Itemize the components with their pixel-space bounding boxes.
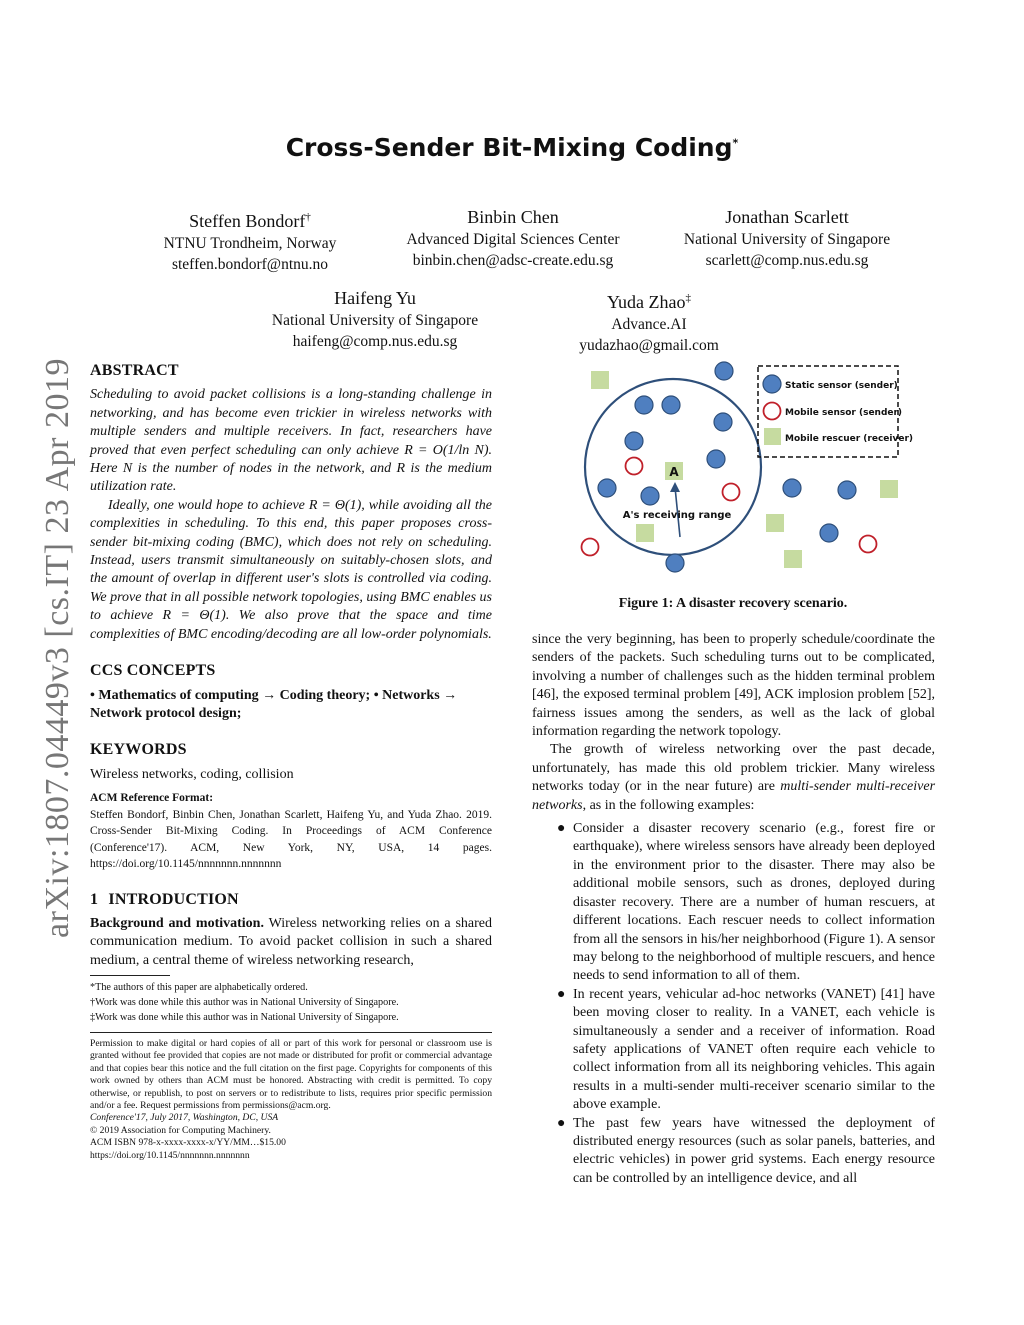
author-block bbox=[363, 205, 663, 271]
abstract-heading: ABSTRACT bbox=[90, 362, 179, 379]
list-item-text: In recent years, vehicular ad-hoc networks (VANET) [41] have been moving closer to reality. In a VANET, each vehicle is simultaneously a sender and a receiver of information. Road safety applications of VANET often require each vehicle to collect information from all its neighboring vehicles. This again results in a multi-sender multi-receiver scenario similar to the above example. bbox=[573, 986, 935, 1113]
author-email: steffen.bondorf@ntnu.no bbox=[171, 256, 329, 273]
bullet-icon: ● bbox=[557, 986, 566, 1002]
permission-block bbox=[90, 1038, 492, 1162]
abstract-paragraph: Scheduling to avoid packet collisions is a long-standing challenge in networking, and has become even trickier in wireless networks with multiple senders and multiple receivers. In fact, researchers have proved that even perfect scheduling can only achieve R = O(1/ln N). Here N is the number of nodes in the network, and R is the medium utilization rate. bbox=[90, 387, 492, 495]
acm-reference-heading: ACM Reference Format: bbox=[90, 792, 214, 805]
author-affiliation: Advanced Digital Sciences Center bbox=[406, 231, 620, 248]
right-column bbox=[532, 631, 935, 1188]
static-sensor bbox=[714, 413, 732, 431]
legend-static-label: Static sensor (sender) bbox=[785, 381, 898, 391]
static-sensor bbox=[598, 479, 616, 497]
author-email: yudazhao@gmail.com bbox=[579, 337, 719, 354]
author-mark: ‡ bbox=[685, 292, 691, 304]
figure-caption: Figure 1: A disaster recovery scenario. bbox=[618, 596, 848, 611]
static-sensor bbox=[625, 432, 643, 450]
rescuer-square bbox=[766, 514, 784, 532]
permission-rule bbox=[90, 1032, 492, 1033]
author-affiliation: National University of Singapore bbox=[271, 312, 479, 329]
static-sensor bbox=[783, 479, 801, 497]
author-name: Jonathan Scarlett bbox=[725, 207, 849, 227]
body-paragraph-part: , as in the following examples: bbox=[582, 797, 755, 813]
ccs-heading: CCS CONCEPTS bbox=[90, 662, 216, 680]
list-item bbox=[553, 986, 935, 1115]
acm-reference-text: Steffen Bondorf, Binbin Chen, Jonathan Scarlett, Haifeng Yu, and Yuda Zhao. 2019. Cross-Sender Bit-Mixing Coding. In Proceedings of ACM Conference (Conference'17). ACM, New York, NY, USA, 14 pages. https://doi.org/10.1145/nnnnnnn.nnnnnnn bbox=[90, 808, 492, 871]
emphasis-term: multi-sender multi-receiver networks bbox=[532, 779, 936, 813]
mobile-sensor bbox=[626, 458, 643, 475]
author-email: haifeng@comp.nus.edu.sg bbox=[292, 333, 458, 350]
body-paragraph-part: The growth of wireless networking over the past decade, unfortunately, has made this old problem trickier. Many wireless networks today (or in the near future) are bbox=[532, 742, 935, 795]
rescuer-square bbox=[591, 371, 609, 389]
copyright-line: © 2019 Association for Computing Machinery. bbox=[90, 1124, 271, 1136]
examples-list bbox=[553, 820, 935, 1188]
isbn-line: ACM ISBN 978-x-xxxx-xxxx-x/YY/MM…$15.00 bbox=[90, 1137, 286, 1149]
author-name: Binbin Chen bbox=[467, 207, 559, 227]
intro-lead: Background and motivation. bbox=[90, 916, 264, 932]
ccs-text: • Mathematics of computing → Coding theory; • Networks → Network protocol design; bbox=[90, 687, 458, 721]
mobile-sensor bbox=[723, 484, 740, 501]
paper-title bbox=[0, 133, 1024, 162]
introduction-heading: 1 INTRODUCTION bbox=[90, 890, 239, 908]
list-item-text: The past few years have witnessed the deployment of distributed energy resources (such as solar panels, batteries, and electric vehicles) in power grid systems. Each energy resource can be controlled by an intelligence device, and all bbox=[573, 1115, 935, 1186]
arxiv-sidebar-label: arXiv:1807.04449v3 [cs.IT] 23 Apr 2019 bbox=[39, 358, 76, 938]
author-affiliation: NTNU Trondheim, Norway bbox=[163, 235, 337, 252]
author-affiliation: Advance.AI bbox=[611, 316, 687, 333]
author-mark: † bbox=[305, 211, 311, 223]
footnote: †Work was done while this author was in National University of Singapore. bbox=[90, 997, 399, 1008]
legend-rescuer-marker bbox=[764, 428, 781, 445]
footnote: *The authors of this paper are alphabetically ordered. bbox=[90, 982, 308, 993]
footnotes bbox=[90, 980, 492, 1025]
static-sensor bbox=[707, 450, 725, 468]
permission-text: Permission to make digital or hard copies of all or part of this work for personal or classroom use is granted without fee provided that copies are not made or distributed for profit or commercial advantage and that copies bear this notice and the full citation on the first page. Copyrights for components of this work owned by others than ACM must be honored. Abstracting with credit is permitted. To copy otherwise, or republish, to post on servers or to redistribute to lists, requires prior specific permission and/or a fee. Request permissions from permissions@acm.org. bbox=[90, 1038, 492, 1112]
bullet-icon: ● bbox=[557, 821, 566, 837]
title-footnote-mark: * bbox=[732, 136, 739, 150]
author-name: Yuda Zhao bbox=[607, 292, 686, 312]
author-email: scarlett@comp.nus.edu.sg bbox=[705, 252, 869, 269]
disaster-recovery-figure bbox=[570, 352, 920, 582]
static-sensor bbox=[820, 524, 838, 542]
node-a-label: A bbox=[669, 465, 679, 479]
acm-reference bbox=[90, 790, 492, 873]
list-item-text: Consider a disaster recovery scenario (e.g., forest fire or earthquake), where wireless sensors have already been deployed in the environment prior to the disaster. There may also be additional mobile sensors, such as drones, deployed during disaster recovery. There are a number of human rescuers, at different locations. Each rescuer needs to collect information from all the sensors in his/her neighborhood (Figure 1). A sensor may belong to the neighborhood of multiple rescuers, and hence needs to send information to all of them. bbox=[573, 821, 936, 984]
legend-mobile-label: Mobile sensor (sender) bbox=[785, 408, 903, 418]
author-email: binbin.chen@adsc-create.edu.sg bbox=[412, 252, 614, 269]
range-label: A's receiving range bbox=[622, 510, 732, 521]
author-affiliation: National University of Singapore bbox=[683, 231, 891, 248]
footnote-rule bbox=[90, 975, 170, 976]
mobile-sensor bbox=[860, 536, 877, 553]
keywords-text: Wireless networks, coding, collision bbox=[90, 766, 294, 782]
rescuer-square bbox=[636, 524, 654, 542]
rescuer-square bbox=[880, 480, 898, 498]
rescuer-square bbox=[784, 550, 802, 568]
static-sensor bbox=[715, 362, 733, 380]
static-sensor bbox=[635, 396, 653, 414]
body-paragraph: since the very beginning, has been to properly schedule/coordinate the senders of the packets. Such scheduling turns out to be complicated, involving a number of challenges such as the hidden terminal problem [46], the exposed terminal problem [49], ACK implosion problem [52], fairness issues among the senders, as well as the lack of global information regarding the network topology. bbox=[532, 632, 935, 740]
static-sensor bbox=[662, 396, 680, 414]
list-item bbox=[553, 820, 935, 986]
legend-rescuer-label: Mobile rescuer (receiver) bbox=[785, 434, 914, 444]
author-name: Haifeng Yu bbox=[334, 288, 416, 308]
abstract-paragraph: Ideally, one would hope to achieve R = Θ(1), while avoiding all the complexities in scheduling. To this end, this paper proposes cross-sender bit-mixing coding (BMC), which does not rely on scheduling. Instead, users transmit simultaneously on suitably-chosen slots, and the amount of overlap in different user's slots is controlled via coding. We prove that in all possible network topologies, using BMC enables us to achieve R = Θ(1). We also prove that the space and time complexities of BMC encoding/decoding are all low-order polynomials. bbox=[90, 497, 492, 642]
author-block bbox=[225, 286, 525, 352]
footnote: ‡Work was done while this author was in National University of Singapore. bbox=[90, 1012, 399, 1023]
intro-text: Wireless networking relies on a shared communication medium. To avoid packet collision in such a shared medium, a central theme of wireless networking research, bbox=[90, 916, 493, 968]
legend-mobile-marker bbox=[764, 403, 781, 420]
keywords-heading: KEYWORDS bbox=[90, 741, 187, 759]
static-sensor bbox=[838, 481, 856, 499]
bullet-icon: ● bbox=[557, 1115, 566, 1131]
author-block bbox=[100, 205, 400, 275]
left-column bbox=[90, 362, 492, 970]
doi-line: https://doi.org/10.1145/nnnnnnn.nnnnnnn bbox=[90, 1149, 250, 1161]
author-block bbox=[637, 205, 937, 271]
list-item bbox=[553, 1115, 935, 1189]
author-name: Steffen Bondorf bbox=[189, 211, 306, 231]
conference-line: Conference'17, July 2017, Washington, DC, USA bbox=[90, 1112, 279, 1124]
static-sensor bbox=[641, 487, 659, 505]
mobile-sensor bbox=[582, 539, 599, 556]
static-sensor bbox=[666, 554, 684, 572]
range-arrow-head bbox=[670, 482, 680, 492]
legend-static-marker bbox=[763, 375, 781, 393]
author-block bbox=[499, 286, 799, 356]
title-text: Cross-Sender Bit-Mixing Coding bbox=[285, 133, 733, 162]
